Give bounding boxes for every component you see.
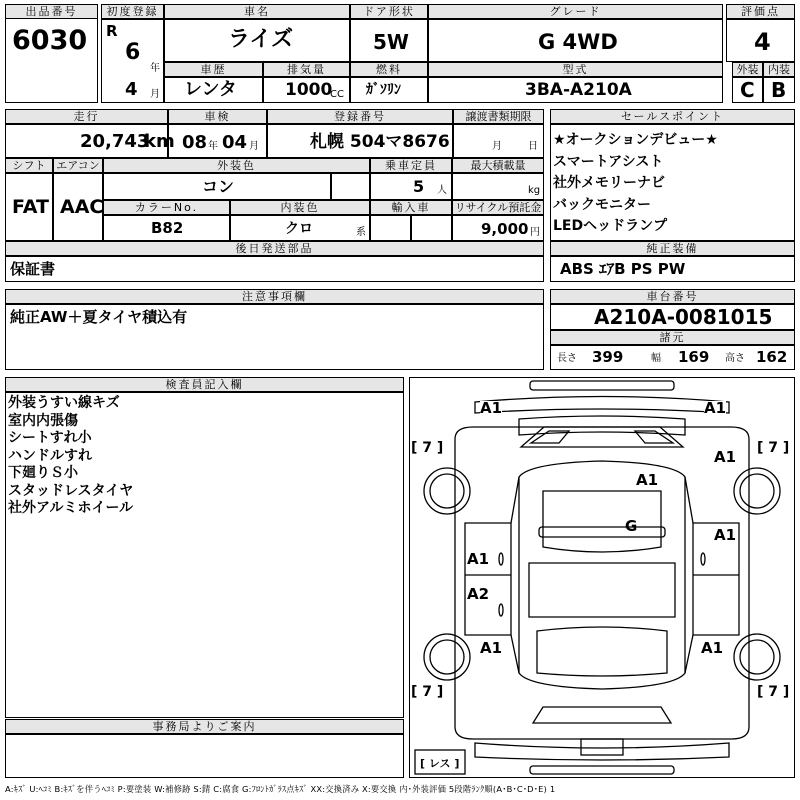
inspector-item: 室内内張傷 bbox=[8, 412, 78, 429]
interior-color-unit: 系 bbox=[356, 227, 366, 238]
interior-label: 内装 bbox=[763, 62, 795, 77]
lot-number: 6030 bbox=[12, 25, 88, 56]
body-color-label: 外装色 bbox=[103, 158, 370, 173]
inspector-item: スタッドレスタイヤ bbox=[8, 482, 134, 499]
damage-mark: A1 bbox=[714, 448, 737, 466]
interior-grade: B bbox=[771, 78, 787, 102]
chassis-number: A210A-0081015 bbox=[594, 305, 773, 329]
sales-point-item: ★オークションデビュー★ bbox=[553, 132, 718, 148]
year-unit: 年 bbox=[150, 63, 160, 74]
body-color-extra-cell bbox=[331, 173, 370, 200]
height: 162 bbox=[756, 348, 788, 366]
damage-mark: A2 bbox=[467, 585, 490, 603]
length: 399 bbox=[592, 348, 624, 366]
transfer-doc-label: 譲渡書類期限 bbox=[453, 109, 544, 124]
damage-mark: A1 bbox=[480, 639, 503, 657]
mileage-unit: km bbox=[144, 131, 175, 152]
era: R bbox=[106, 22, 118, 40]
tire-label: [ 7 ] bbox=[411, 440, 444, 456]
spare-tire-label: [ レス ] bbox=[420, 757, 460, 770]
sales-point-item: LEDヘッドランプ bbox=[553, 218, 668, 234]
inspector-item: 社外アルミホイール bbox=[8, 500, 134, 516]
history: レンタ bbox=[184, 79, 237, 100]
color-no-label: カラーNo. bbox=[103, 200, 230, 215]
capacity-label: 乗車定員 bbox=[370, 158, 452, 173]
door-type: 5W bbox=[373, 30, 409, 54]
later-parts-box bbox=[5, 256, 544, 282]
displacement-unit: CC bbox=[330, 89, 344, 100]
car-diagram-drawing bbox=[409, 377, 795, 778]
legend: A:ｷｽﾞ U:ﾍｺﾐ B:ｷｽﾞを伴うﾍｺﾐ P:要塗装 W:補修跡 S:錆 C:腐食 G:ﾌﾛﾝﾄｶﾞﾗｽ点ｷｽﾞ XX:交換済み X:要交換 内･外装評価 5段階ﾗﾝｸ順(A･B･C･D･E) 1 bbox=[5, 784, 556, 794]
model-label: 車名 bbox=[164, 4, 350, 19]
month-unit: 月 bbox=[150, 89, 160, 100]
damage-mark: A1 bbox=[636, 471, 659, 489]
genuine-equipment: ABS ｴｱB PS PW bbox=[560, 260, 686, 278]
sales-points-list bbox=[553, 130, 718, 238]
grade: G 4WD bbox=[538, 30, 618, 54]
damage-mark: G bbox=[625, 517, 638, 535]
import-cell-b bbox=[411, 215, 452, 241]
inspection-label: 車検 bbox=[168, 109, 267, 124]
recycle-label: リサイクル預託金 bbox=[452, 200, 544, 215]
recycle-unit: 円 bbox=[530, 227, 540, 238]
sales-point-item: 社外メモリーナビ bbox=[553, 175, 665, 191]
mileage: 20,743 bbox=[80, 131, 150, 152]
notes: 純正AW＋夏タイヤ積込有 bbox=[10, 308, 188, 326]
displacement-label: 排気量 bbox=[263, 62, 350, 77]
aircon: AAC bbox=[60, 196, 104, 218]
payload-label: 最大積載量 bbox=[452, 158, 544, 173]
inspection-month: 04 bbox=[222, 132, 248, 153]
sales-point-item: バックモニター bbox=[553, 196, 651, 213]
inspector-item: 外装うすい線キズ bbox=[8, 395, 120, 411]
office-box bbox=[5, 734, 404, 778]
fuel-label: 燃料 bbox=[350, 62, 428, 77]
shift-label: シフト bbox=[5, 158, 53, 173]
first-reg-year: 6 bbox=[125, 40, 141, 65]
interior-color: クロ bbox=[285, 221, 313, 237]
type-label: 型式 bbox=[428, 62, 723, 77]
capacity: 5 bbox=[413, 177, 425, 196]
inspector-item: シートすれ小 bbox=[8, 430, 92, 446]
tire-label: [ 7 ] bbox=[411, 684, 444, 700]
lot-number-label: 出品番号 bbox=[5, 4, 98, 19]
inspector-label: 検査員記入欄 bbox=[5, 377, 404, 392]
damage-mark: A1 bbox=[704, 399, 727, 417]
ac-label: エアコン bbox=[53, 158, 103, 173]
fuel: ｶﾞｿﾘﾝ bbox=[366, 82, 401, 98]
grade-label: グレード bbox=[428, 4, 723, 19]
office-label: 事務局よりご案内 bbox=[5, 719, 404, 734]
first-reg-month: 4 bbox=[125, 79, 138, 100]
door-label: ドア形状 bbox=[350, 4, 428, 19]
damage-mark: A1 bbox=[701, 639, 724, 657]
later-parts: 保証書 bbox=[10, 260, 56, 278]
history-label: 車歴 bbox=[164, 62, 263, 77]
transfer-day-unit: 日 bbox=[528, 141, 538, 152]
model-type: 3BA-A210A bbox=[525, 80, 632, 100]
model-name: ライズ bbox=[228, 27, 294, 52]
height-label: 高さ bbox=[725, 353, 745, 364]
mileage-label: 走行 bbox=[5, 109, 168, 124]
import-label: 輸入車 bbox=[370, 200, 452, 215]
transfer-month-unit: 月 bbox=[492, 141, 502, 152]
color-number: B82 bbox=[151, 219, 184, 237]
specs-label: 諸元 bbox=[550, 330, 795, 345]
tire-label: [ 7 ] bbox=[757, 440, 790, 456]
recycle-fee: 9,000 bbox=[481, 220, 529, 238]
score: 4 bbox=[754, 28, 771, 56]
plate-number: 札幌 504マ8676 bbox=[310, 132, 450, 152]
inspector-item: 下廻りＳ小 bbox=[8, 465, 78, 481]
inspection-year: 08 bbox=[182, 132, 208, 153]
chassis-label: 車台番号 bbox=[550, 289, 795, 304]
damage-mark: A1 bbox=[714, 526, 737, 544]
tire-label: [ 7 ] bbox=[757, 684, 790, 700]
exterior-label: 外装 bbox=[732, 62, 763, 77]
interior-color-label: 内装色 bbox=[230, 200, 370, 215]
plate-label: 登録番号 bbox=[267, 109, 453, 124]
inspection-month-unit: 月 bbox=[249, 141, 259, 152]
sales-point-item: スマートアシスト bbox=[553, 153, 664, 170]
inspector-item: ハンドルすれ bbox=[8, 447, 92, 464]
exterior-grade: C bbox=[740, 78, 755, 102]
width-label: 幅 bbox=[651, 353, 661, 364]
length-label: 長さ bbox=[557, 353, 577, 364]
width: 169 bbox=[678, 348, 710, 366]
payload-unit: kg bbox=[528, 185, 541, 196]
damage-mark: A1 bbox=[467, 550, 490, 568]
inspection-year-unit: 年 bbox=[208, 141, 218, 152]
score-label: 評価点 bbox=[726, 4, 795, 19]
genuine-equipment-label: 純正装備 bbox=[550, 241, 795, 256]
body-color: コン bbox=[202, 177, 235, 196]
later-parts-label: 後日発送部品 bbox=[5, 241, 544, 256]
damage-mark: A1 bbox=[480, 399, 503, 417]
import-cell-a bbox=[370, 215, 411, 241]
capacity-unit: 人 bbox=[437, 185, 447, 196]
notes-label: 注意事項欄 bbox=[5, 289, 544, 304]
sales-points-label: セールスポイント bbox=[550, 109, 795, 124]
first-reg-label: 初度登録 bbox=[101, 4, 164, 19]
displacement: 1000 bbox=[285, 80, 333, 100]
shift: FAT bbox=[12, 196, 49, 218]
inspector-list bbox=[8, 395, 133, 518]
